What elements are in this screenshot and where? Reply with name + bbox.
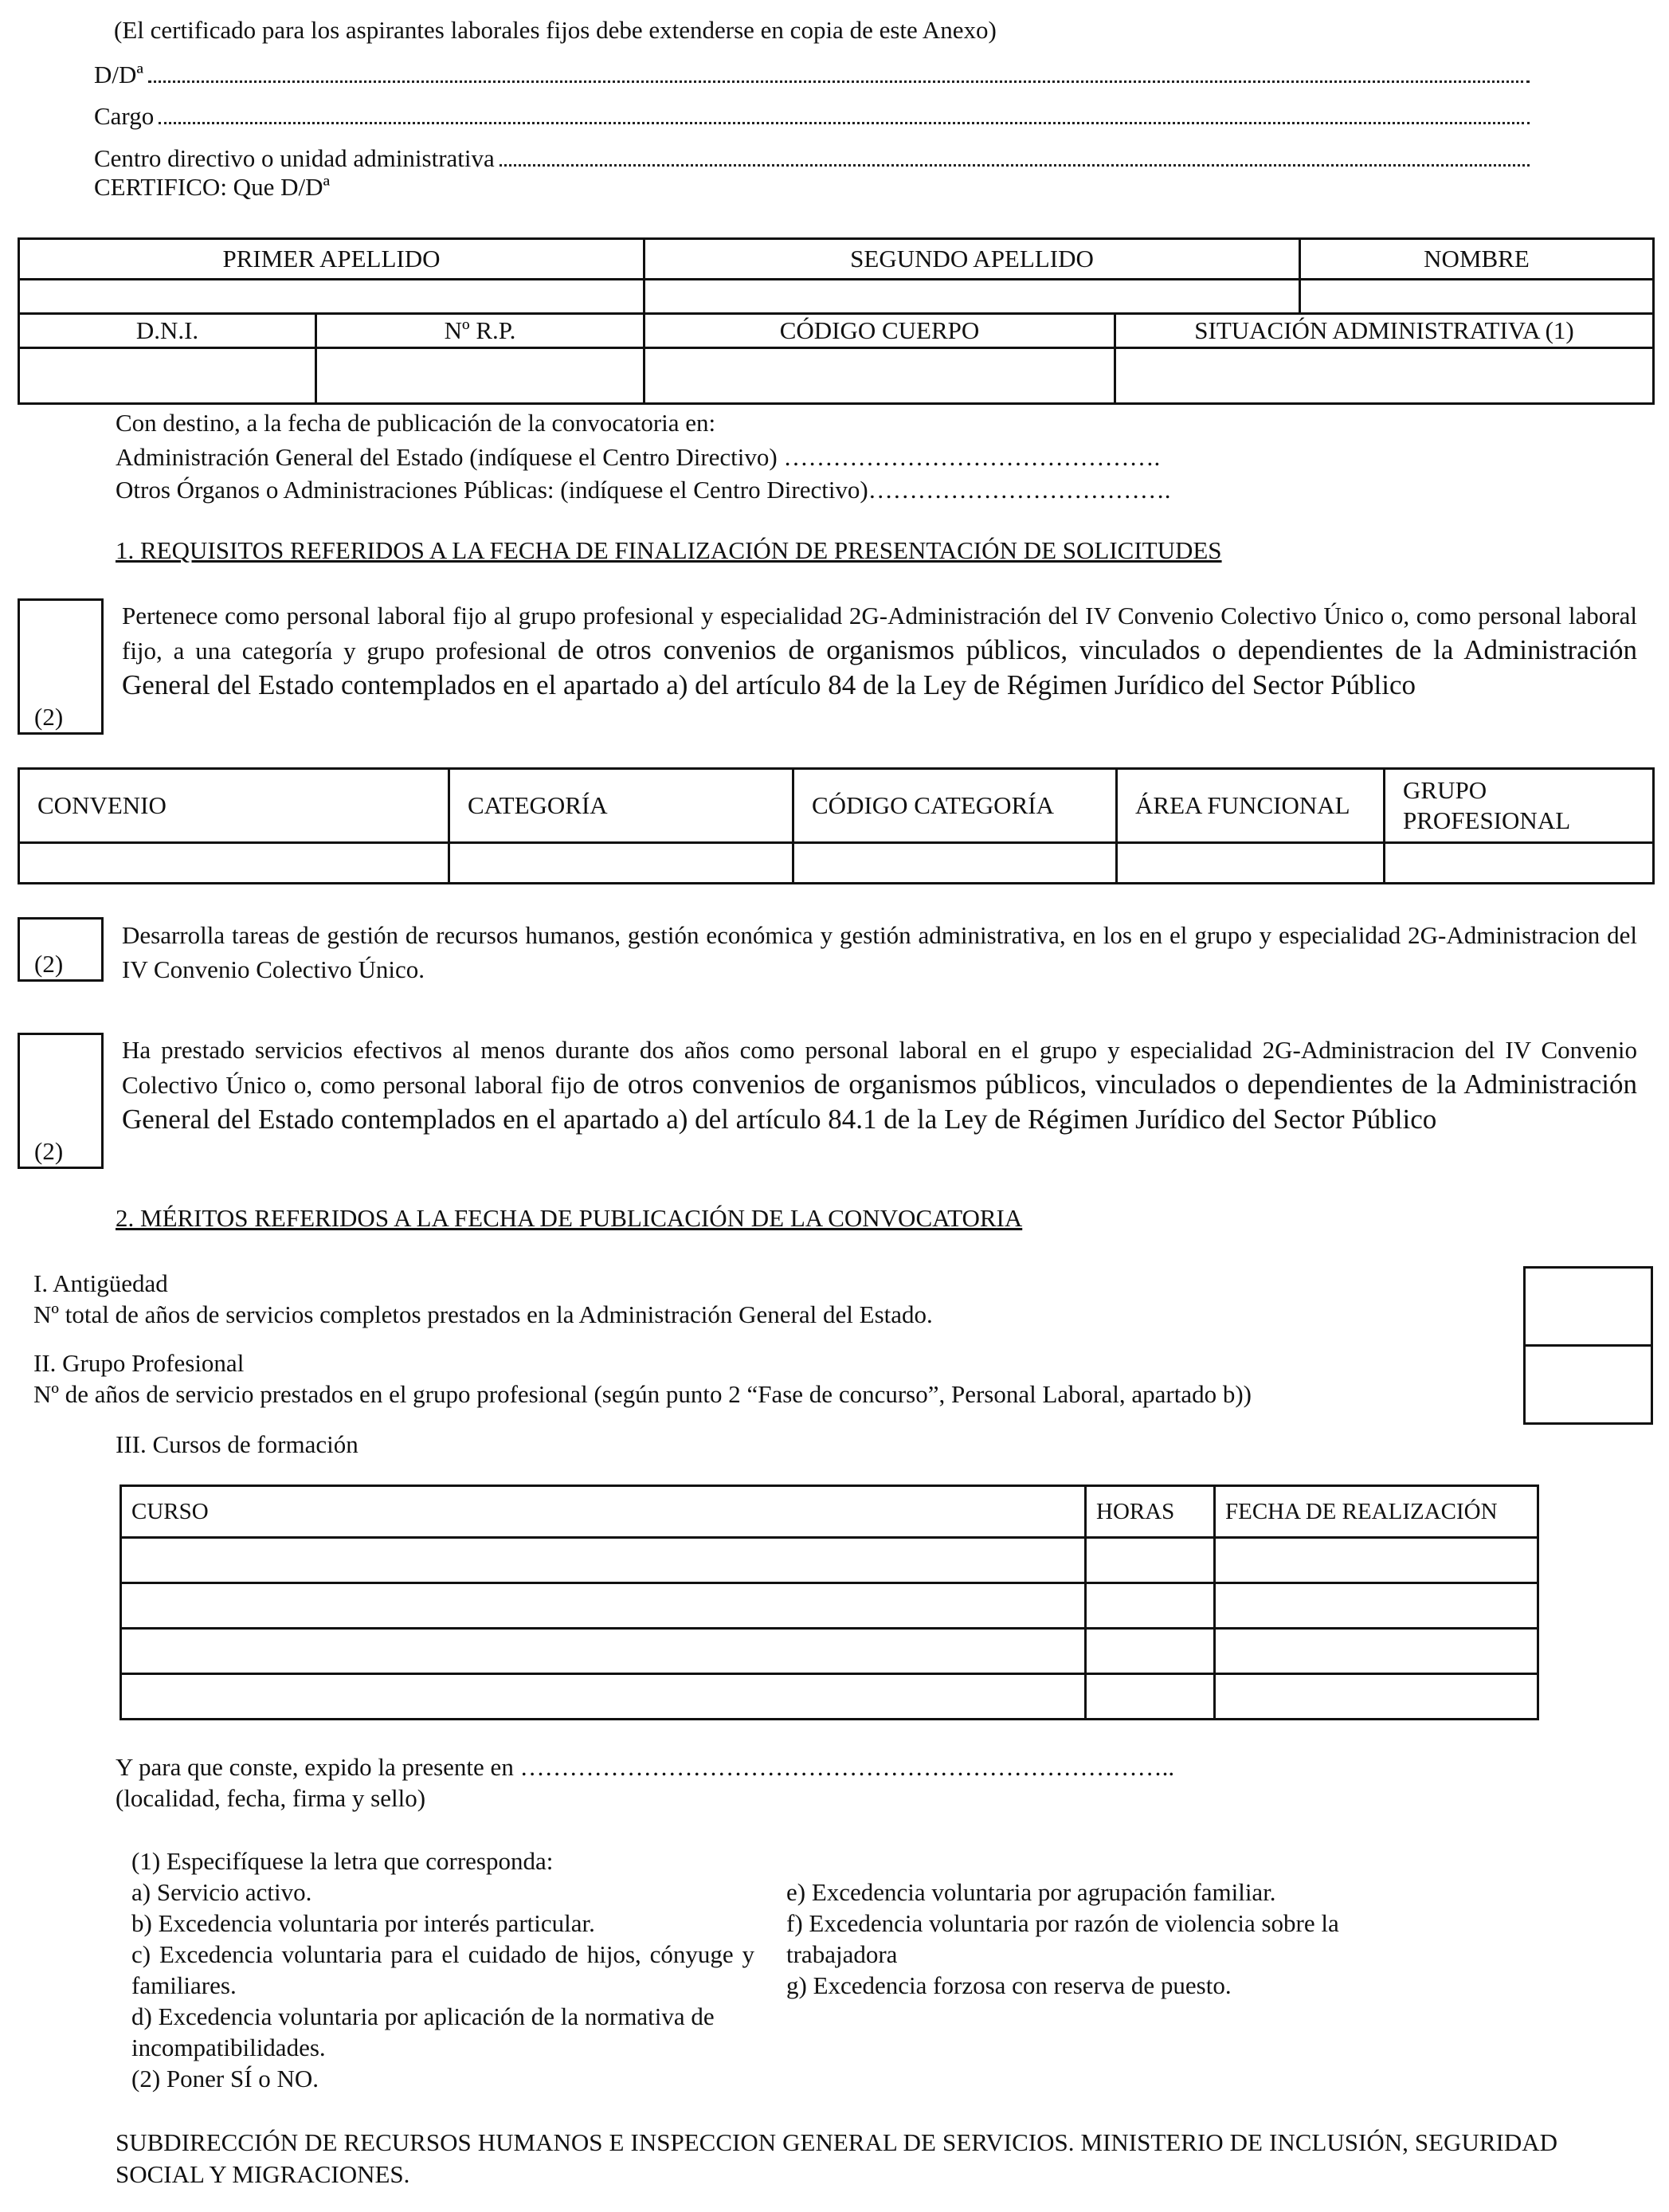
name-line	[94, 60, 1530, 90]
header-primer-apellido: PRIMER APELLIDO	[19, 239, 644, 280]
header-categoria: CATEGORÍA	[449, 769, 793, 843]
note-f: f) Excedencia voluntaria por razón de violencia sobre la trabajadora	[786, 1909, 1339, 1968]
notes-right	[786, 1877, 1392, 2001]
note-a: a) Servicio activo.	[131, 1878, 312, 1906]
req3-text-b: de otros convenios de organismos públicos, vinculados o dependientes de la Administración General del Estado contemplados en el apartado a) del artículo 84.1 de la Ley de Régimen Jurídico del Sector Público	[122, 1069, 1637, 1135]
req3-checkbox[interactable]	[18, 1033, 104, 1169]
cell-nrp[interactable]	[316, 348, 644, 404]
note-e: e) Excedencia voluntaria por agrupación familiar.	[786, 1878, 1276, 1906]
cell-situacion[interactable]	[1115, 348, 1654, 404]
curso-cell[interactable]	[121, 1674, 1086, 1720]
cell-codigo-categoria[interactable]	[793, 843, 1117, 884]
notes-left	[131, 1845, 754, 2094]
header-codigo-categoria: CÓDIGO CATEGORÍA	[793, 769, 1117, 843]
grupo-title: II. Grupo Profesional	[33, 1349, 245, 1377]
curso-cell[interactable]	[121, 1629, 1086, 1674]
closing-line1: Y para que conste, expido la presente en ……………………………………………………………………..	[116, 1753, 1175, 1781]
note-b: b) Excedencia voluntaria por interés particular.	[131, 1909, 595, 1937]
cell-convenio[interactable]	[19, 843, 449, 884]
req3-text-a: Ha prestado servicios efectivos al menos durante dos años como personal laboral en el grupo y especialidad 2G-Administracion del IV Convenio Colectivo Único o, como personal laboral fijo	[122, 1036, 1637, 1099]
cell-nombre[interactable]	[1300, 280, 1654, 314]
fecha-cell[interactable]	[1215, 1674, 1538, 1720]
horas-cell[interactable]	[1086, 1538, 1215, 1583]
antiguedad-title: I. Antigüedad	[33, 1269, 168, 1297]
position-line	[94, 101, 1530, 131]
section1-title: 1. REQUISITOS REFERIDOS A LA FECHA DE FINALIZACIÓN DE PRESENTACIÓN DE SOLICITUDES	[116, 536, 1222, 564]
certify-text: CERTIFICO: Que D/Dª	[94, 173, 331, 201]
req2-text: Desarrolla tareas de gestión de recursos humanos, gestión económica y gestión administrativa, en los en el grupo y especialidad 2G-Administracion del IV Convenio Colectivo Único.	[122, 921, 1637, 983]
req1-text-a: Pertenece como personal laboral fijo al grupo profesional y especialidad 2G-Administración del IV Convenio Colectivo Único o, como personal laboral fijo, a una categoría y grupo profesional	[122, 602, 1637, 665]
header-curso: CURSO	[121, 1486, 1086, 1538]
header-area-funcional: ÁREA FUNCIONAL	[1117, 769, 1385, 843]
convenio-table	[18, 767, 1655, 884]
req2-mark: (2)	[34, 950, 64, 978]
req2-checkbox[interactable]	[18, 917, 104, 982]
note-2: (2) Poner SÍ o NO.	[131, 2065, 319, 2092]
cursos-table	[119, 1484, 1539, 1720]
header-convenio: CONVENIO	[19, 769, 449, 843]
cell-categoria[interactable]	[449, 843, 793, 884]
position-label: Cargo	[94, 102, 155, 130]
header-codigo-cuerpo: CÓDIGO CUERPO	[644, 314, 1115, 348]
req1-checkbox[interactable]	[18, 598, 104, 735]
req1-mark: (2)	[34, 703, 64, 731]
header-fecha: FECHA DE REALIZACIÓN	[1215, 1486, 1538, 1538]
name-field[interactable]	[148, 80, 1530, 83]
personal-table	[18, 237, 1655, 405]
antiguedad-text: Nº total de años de servicios completos prestados en la Administración General del Estado.	[33, 1300, 933, 1328]
destination-line2: Administración General del Estado (indíquese el Centro Directivo) ……………………………………….	[116, 443, 1161, 471]
center-label: Centro directivo o unidad administrativa	[94, 144, 495, 172]
header-segundo-apellido: SEGUNDO APELLIDO	[644, 239, 1300, 280]
note-g: g) Excedencia forzosa con reserva de puesto.	[786, 1971, 1232, 1999]
curso-cell[interactable]	[121, 1583, 1086, 1629]
center-line	[94, 143, 1530, 174]
cell-area-funcional[interactable]	[1117, 843, 1385, 884]
fecha-cell[interactable]	[1215, 1583, 1538, 1629]
header-horas: HORAS	[1086, 1486, 1215, 1538]
cell-segundo-apellido[interactable]	[644, 280, 1300, 314]
cell-codigo-cuerpo[interactable]	[644, 348, 1115, 404]
curso-cell[interactable]	[121, 1538, 1086, 1583]
horas-cell[interactable]	[1086, 1674, 1215, 1720]
header-nrp: Nº R.P.	[316, 314, 644, 348]
header-situacion: SITUACIÓN ADMINISTRATIVA (1)	[1115, 314, 1654, 348]
destination-line1: Con destino, a la fecha de publicación de la convocatoria en:	[116, 409, 716, 437]
section2-title: 2. MÉRITOS REFERIDOS A LA FECHA DE PUBLICACIÓN DE LA CONVOCATORIA	[116, 1204, 1023, 1232]
header-nombre: NOMBRE	[1300, 239, 1654, 280]
fecha-cell[interactable]	[1215, 1629, 1538, 1674]
note-d: d) Excedencia voluntaria por aplicación de la normativa de incompatibilidades.	[131, 2002, 715, 2061]
destination-line3: Otros Órganos o Administraciones Públicas: (indíquese el Centro Directivo)……………………………….	[116, 476, 1171, 504]
fecha-cell[interactable]	[1215, 1538, 1538, 1583]
antiguedad-box[interactable]	[1523, 1266, 1653, 1347]
req3-text	[122, 1033, 1637, 1137]
header-dni: D.N.I.	[19, 314, 316, 348]
cell-primer-apellido[interactable]	[19, 280, 644, 314]
name-label: D/Dª	[94, 61, 143, 88]
grupo-box[interactable]	[1523, 1344, 1653, 1425]
grupo-text: Nº de años de servicio prestados en el grupo profesional (según punto 2 “Fase de concurso”, Personal Laboral, apartado b))	[33, 1380, 1252, 1408]
note-c: c) Excedencia voluntaria para el cuidado de hijos, cónyuge y familiares.	[131, 1940, 754, 1999]
cursos-title: III. Cursos de formación	[116, 1430, 358, 1458]
closing-line2: (localidad, fecha, firma y sello)	[116, 1784, 426, 1812]
req3-mark: (2)	[34, 1137, 64, 1165]
header-note: (El certificado para los aspirantes laborales fijos debe extenderse en copia de este Anexo)	[114, 16, 997, 44]
req1-text-b: de otros convenios de organismos públicos, vinculados o dependientes de la Administración General del Estado contemplados en el apartado a) del artículo 84 de la Ley de Régimen Jurídico del Sector Público	[122, 634, 1637, 700]
cell-grupo-profesional[interactable]	[1385, 843, 1654, 884]
horas-cell[interactable]	[1086, 1629, 1215, 1674]
position-field[interactable]	[159, 121, 1530, 124]
note-1: (1) Especifíquese la letra que corresponda:	[131, 1847, 554, 1875]
footer-text: SUBDIRECCIÓN DE RECURSOS HUMANOS E INSPECCION GENERAL DE SERVICIOS. MINISTERIO DE INCLUSIÓN, SEGURIDAD SOCIAL Y MIGRACIONES.	[116, 2128, 1557, 2188]
cell-dni[interactable]	[19, 348, 316, 404]
horas-cell[interactable]	[1086, 1583, 1215, 1629]
center-field[interactable]	[500, 163, 1530, 167]
req1-text	[122, 598, 1637, 703]
header-grupo-profesional: GRUPO PROFESIONAL	[1385, 769, 1654, 843]
